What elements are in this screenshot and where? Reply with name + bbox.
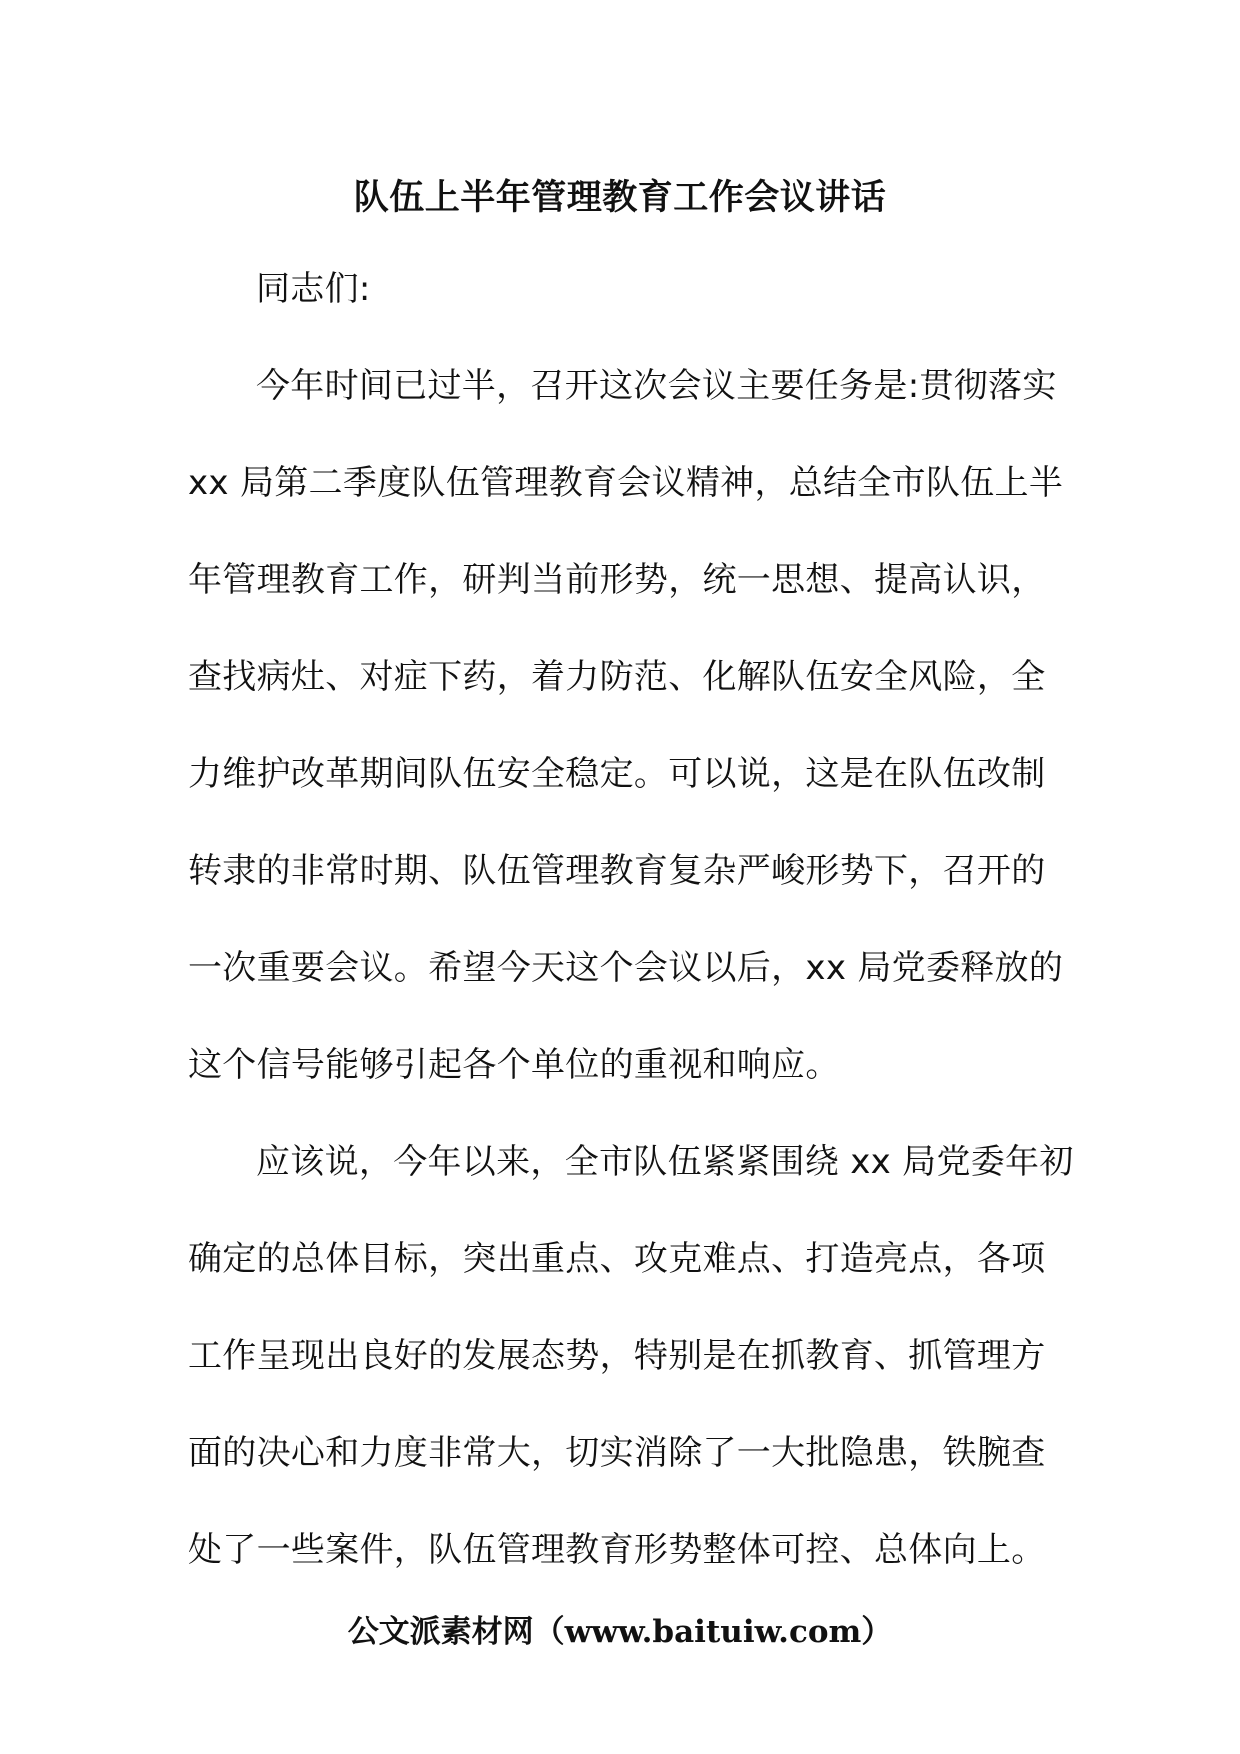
paragraph-line: 今年时间已过半，召开这次会议主要任务是:贯彻落实	[256, 366, 1057, 406]
document-title: 队伍上半年管理教育工作会议讲话	[353, 178, 887, 218]
paragraph-line: 转隶的非常时期、队伍管理教育复杂严峻形势下，召开的	[188, 851, 1046, 891]
paragraph-line: 面的决心和力度非常大，切实消除了一大批隐患，铁腕查	[188, 1433, 1046, 1473]
paragraph-line: 查找病灶、对症下药，着力防范、化解队伍安全风险，全	[188, 657, 1046, 697]
paragraph-line: 力维护改革期间队伍安全稳定。可以说，这是在队伍改制	[188, 754, 1046, 794]
greeting: 同志们:	[256, 269, 371, 309]
paragraph-line: 年管理教育工作，研判当前形势，统一思想、提高认识，	[188, 560, 1046, 600]
paragraph-1	[188, 338, 1064, 1114]
paragraph-line: 应该说，今年以来，全市队伍紧紧围绕 xx 局党委年初	[256, 1142, 1074, 1182]
paragraph-2	[188, 1114, 1074, 1599]
paragraph-line: 处了一些案件，队伍管理教育形势整体可控、总体向上。	[188, 1530, 1046, 1570]
paragraph-line: 这个信号能够引起各个单位的重视和响应。	[188, 1045, 840, 1085]
paragraph-line: xx 局第二季度队伍管理教育会议精神，总结全市队伍上半	[188, 463, 1064, 503]
document-body	[188, 241, 1074, 1599]
paragraph-line: 工作呈现出良好的发展态势，特别是在抓教育、抓管理方	[188, 1336, 1046, 1376]
paragraph-line: 一次重要会议。希望今天这个会议以后，xx 局党委释放的	[188, 948, 1064, 988]
footer-source: 公文派素材网（www.baituiw.com）	[347, 1614, 893, 1650]
paragraph-line: 确定的总体目标，突出重点、攻克难点、打造亮点，各项	[188, 1239, 1046, 1279]
